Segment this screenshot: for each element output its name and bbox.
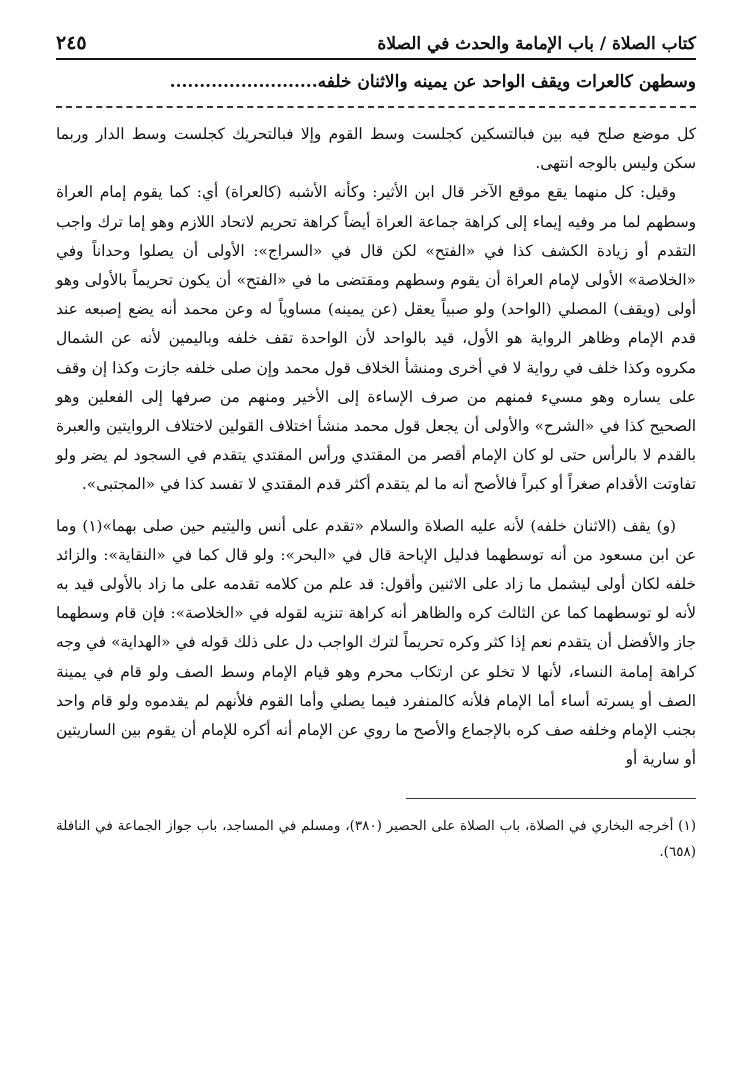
- footnote-rule: [406, 798, 696, 799]
- paragraph-2: وقيل: كل منهما يقع موقع الآخر قال ابن الأثير: وكأنه الأشبه (كالعراة) أي: كما يقوم إمام العراة وسطهم لما مر وفيه إيماء إلى كراهة جماعة العراة أيضاً كراهة تحريم لاتحاد اللازم وهو إما ترك واجب التقدم أو زيادة الكشف كذا في «الفتح» لكن قال في «السراج»: الأولى أن يصلوا وحداناً وفي «الخلاصة» الأولى لإمام العراة أن يقوم وسطهم ومقتضى ما في «الفتح» أن يكون تحريماً بالأولى وهو أولى (ويقف) المصلي (الواحد) ولو صبياً يعقل (عن يمينه) مساوياً له وعن محمد أنه يضع إصبعه عند قدم الإمام وظاهر الرواية هو الأول، قيد بالواحد لأن الواحدة تقف خلفه وباليمين لأنه عن الشمال مكروه وكذا خلف في رواية لا في أخرى ومنشأ الخلاف قول محمد وإن صلى خلفه جازت وكذا إن وقف على يساره وهو مسيء فمنهم من صرف الإساءة إلى الأخير ومنهم من صرفها إلى الفعلين وهو الصحيح كذا في «الشرح» والأولى أن يجعل قول محمد منشأ اختلاف القولين لاختلاف الروايتين والعبرة بالقدم لا بالرأس حتى لو كان الإمام أقصر من المقتدي ورأس المقتدي يتقدم في السجود لم يضر ولو تفاوتت الأقدام صغراً أو كبراً فالأصح أنه ما لم يتقدم أكثر قدم المقتدي لا تفسد كذا في «المجتبى».: [56, 183, 696, 494]
- header-rule: [56, 58, 696, 60]
- running-header: [56, 26, 696, 54]
- footnote: (١) أخرجه البخاري في الصلاة، باب الصلاة على الحصير (٣٨٠)، ومسلم في المساجد، باب جواز الجماعة في النافلة (٦٥٨).: [56, 818, 696, 861]
- paragraph-1: كل موضع صلح فيه بين فبالتسكين كجلست وسط القوم وإلا فبالتحريك كجلست وسط الدار وربما سكن وليس بالوجه انتهى.: [56, 125, 696, 173]
- dashed-separator: [56, 106, 696, 108]
- page-number: ٢٤٥: [56, 32, 87, 54]
- page: [56, 26, 696, 865]
- paragraph-3: (و) يقف (الاثنان خلفه) لأنه عليه الصلاة والسلام «تقدم على أنس واليتيم حين صلى بهما»(١) وما عن ابن مسعود من أنه توسطهما فدليل الإباحة قال في «البحر»: ولو قال كما في «النقاية»: والزائد خلفه لكان أولى ليشمل ما زاد على الاثنين وأقول: قد علم من كلامه تقدمه على ما زاد بالأولى قيد به لأنه لو توسطهما كما عن الثالث كره والظاهر أنه كراهة تنزيه لقوله في «الخلاصة»: فإن قام وسطهما جاز والأفضل أن يتقدم نعم إذا كثر وكره تحريماً لترك الواجب دل على ذلك قوله في «الهداية» في وجه كراهة إمامة النساء، لأنها لا تخلو عن ارتكاب محرم وهو قيام الإمام وسط الصف ولو قام في يمينة الصف أو يسرته أساء أما الإمام فلأنه كالمنفرد فيما يصلي وأما القوم فلأنهم لم يقدموه ولو قام واحد بجنب الإمام وخلفه صف كره بالإجماع والأصح ما روي عن الإمام أنه أكره للإمام أن يقوم بين الساريتين أو سارية أو: [56, 516, 696, 769]
- commentary-text: [56, 120, 696, 774]
- header-title: كتاب الصلاة / باب الإمامة والحدث في الصلاة: [377, 34, 696, 54]
- matn-line: وسطهن كالعرات ويقف الواحد عن يمينه والاثنان خلفه.........................: [169, 72, 696, 92]
